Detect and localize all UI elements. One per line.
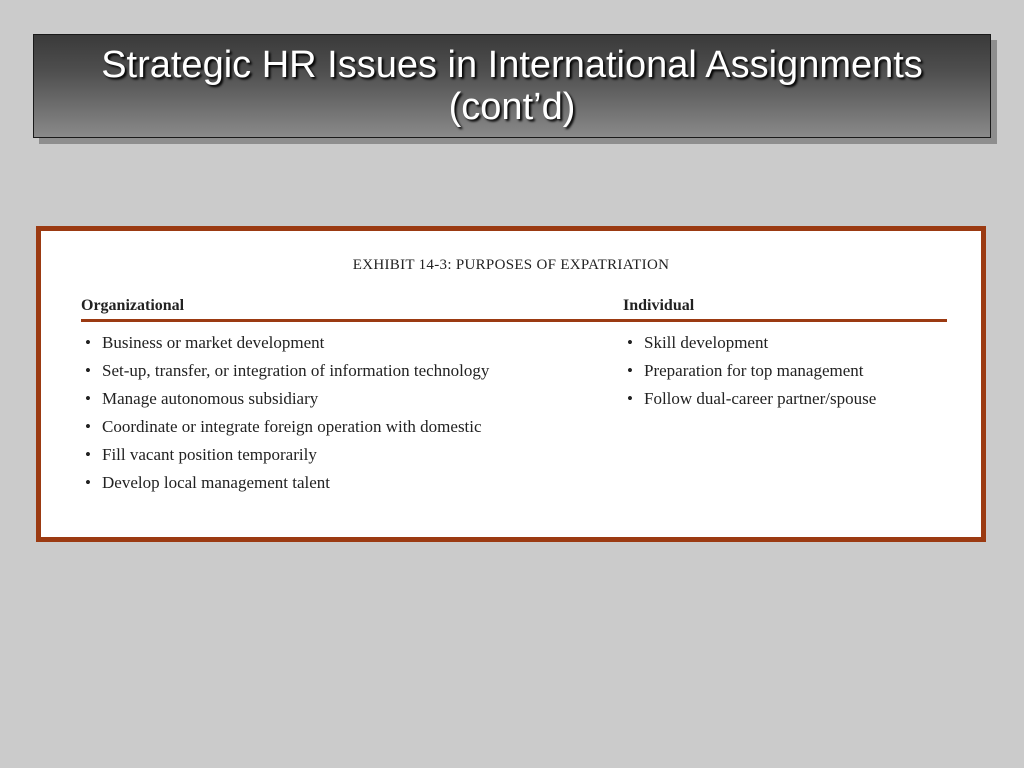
list-item-text: Business or market development: [102, 333, 325, 352]
list-item: [627, 389, 876, 417]
list-item: [627, 361, 876, 389]
individual-heading: Individual: [623, 297, 695, 314]
bullet-icon: •: [627, 361, 633, 380]
title-box: [33, 34, 991, 138]
bullet-icon: •: [85, 417, 91, 436]
bullet-icon: •: [627, 333, 633, 352]
list-item-text: Follow dual-career partner/spouse: [644, 389, 877, 408]
bullet-icon: •: [85, 333, 91, 352]
exhibit-title: EXHIBIT 14-3: PURPOSES OF EXPATRIATION: [352, 257, 670, 273]
list-item-text: Fill vacant position temporarily: [102, 445, 317, 464]
list-item: [85, 389, 489, 417]
list-item: [627, 333, 876, 361]
bullet-icon: •: [85, 473, 91, 492]
list-item-text: Coordinate or integrate foreign operation with domestic: [102, 417, 482, 436]
bullet-icon: •: [85, 445, 91, 464]
list-item-text: Set-up, transfer, or integration of information technology: [102, 361, 490, 380]
list-item: [85, 333, 489, 361]
list-item-text: Manage autonomous subsidiary: [102, 389, 319, 408]
list-item: [85, 417, 489, 445]
list-item-text: Preparation for top management: [644, 361, 864, 380]
organizational-list: [85, 333, 489, 501]
list-item: [85, 361, 489, 389]
slide-title: Strategic HR Issues in International Assignments (cont’d): [101, 44, 923, 128]
bullet-icon: •: [627, 389, 633, 408]
exhibit-frame: [36, 226, 986, 542]
list-item: [85, 473, 489, 501]
list-item-text: Skill development: [644, 333, 769, 352]
list-item: [85, 445, 489, 473]
bullet-icon: •: [85, 361, 91, 380]
header-rule: [81, 319, 947, 322]
list-item-text: Develop local management talent: [102, 473, 330, 492]
individual-list: [627, 333, 876, 417]
bullet-icon: •: [85, 389, 91, 408]
organizational-heading: Organizational: [81, 297, 185, 314]
